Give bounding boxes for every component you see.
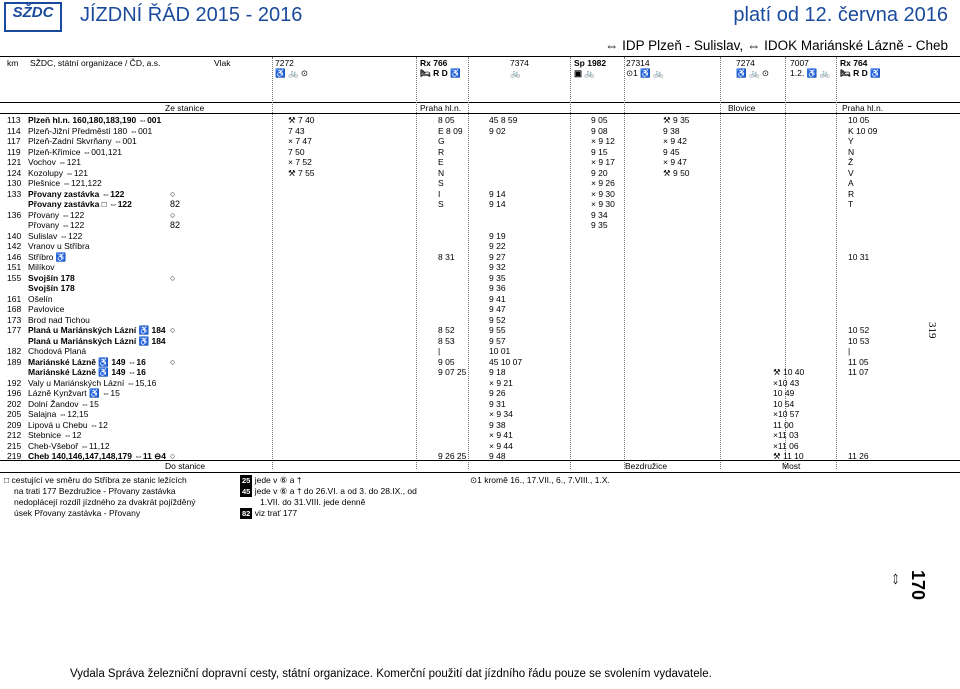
time-cell: × 9 34 (489, 409, 513, 419)
km-cell: 196 (7, 388, 22, 398)
table-row (0, 199, 900, 210)
time-cell: E 8 09 (438, 125, 463, 136)
time-cell: 10 05 (848, 115, 870, 125)
time-cell: × 9 47 (663, 157, 687, 167)
train-27314: 27314 ⊙1 ♿ 🚲 (626, 58, 664, 78)
station-cell: Přovany ⇔122 (28, 220, 85, 230)
time-cell: V (848, 167, 854, 178)
station-cell: Planá u Mariánských Lázní ♿ 184 (28, 325, 166, 335)
note-cell: ○ (170, 356, 176, 367)
time-cell: 9 35 (591, 220, 608, 230)
time-cell: ⚒ 10 40 (773, 367, 805, 377)
time-cell: R (438, 146, 445, 157)
table-row (0, 252, 900, 263)
time-cell: 9 05 (438, 356, 455, 367)
km-cell: 136 (7, 209, 22, 220)
table-top-rule (0, 113, 960, 114)
time-cell: 9 26 (489, 388, 506, 398)
notes-rule (0, 472, 960, 473)
station-cell: Svojšín 178 (28, 283, 75, 293)
time-cell: 9 52 (489, 314, 506, 325)
km-cell: 177 (7, 325, 22, 335)
station-cell: Svojšín 178 (28, 272, 75, 283)
note-left: □ cestující ve směru do Stříbra ze stanic ležících na trati 177 Bezdružice - Přovany zastávka nedoplácejí rozdíl jízdného za dvakrát pojížděný úsek Přovany zastávka - Přovany (4, 475, 196, 518)
time-cell: × 9 17 (591, 157, 615, 167)
km-cell: 215 (7, 440, 22, 451)
table-row (0, 420, 900, 431)
station-cell: Přovany zastávka ⇔122 (28, 188, 125, 199)
time-cell: 10 31 (848, 251, 870, 262)
note-middle: 25 jede v ⑥ a † 45 jede v ⑥ a † do 26.VI. a od 3. do 28.IX., od 1.VII. do 31.VIII. jede denně 82 viz trať 177 (242, 475, 417, 518)
time-cell: 7 43 (288, 125, 305, 136)
time-cell: 9 41 (489, 293, 506, 304)
time-cell: S (438, 178, 444, 188)
station-cell: Plzeň hl.n. 160,180,183,190 ⇔001 (28, 115, 162, 125)
station-cell: Plzeň-Jižní Předměstí 180 ⇔001 (28, 125, 153, 136)
time-cell: K 10 09 (848, 125, 878, 136)
time-cell: 9 34 (591, 209, 608, 220)
header-top-rule (0, 56, 960, 57)
station-cell: Milíkov (28, 262, 55, 272)
table-row (0, 304, 900, 315)
train-7272: 7272 ♿ 🚲 ⊙ (275, 58, 309, 78)
time-cell: T (848, 199, 854, 209)
km-cell: 151 (7, 262, 22, 272)
time-cell: 9 38 (489, 419, 506, 430)
time-cell: × 9 21 (489, 377, 513, 388)
time-cell: Ž (848, 157, 854, 167)
km-cell: 219 (7, 451, 22, 461)
time-cell: ⚒ 9 50 (663, 167, 690, 178)
from-7274: Blovice (728, 103, 756, 113)
to-station-label: Do stanice (165, 461, 206, 471)
time-cell: ×10 43 (773, 377, 800, 388)
header-mid-rule (0, 102, 960, 103)
station-cell: Lipová u Chebu ⇔12 (28, 419, 108, 430)
time-cell: 9 35 (489, 272, 506, 283)
station-cell: Lázně Kynžvart ♿ ⇔15 (28, 388, 120, 398)
note-cell: 82 (170, 199, 181, 209)
km-cell: 146 (7, 251, 22, 262)
station-cell: Sulislav ⇔122 (28, 230, 83, 241)
page-number: 319 (926, 322, 938, 339)
table-row (0, 147, 900, 158)
time-cell: × 7 47 (288, 136, 312, 146)
station-cell: Cheb-Všeboř ⇔11,12 (28, 440, 110, 451)
time-cell: | (848, 346, 851, 356)
station-cell: Planá u Mariánských Lázní ♿ 184 (28, 335, 166, 346)
time-cell: 9 08 (591, 125, 608, 136)
table-row (0, 115, 900, 126)
station-cell: Přovany zastávka □ ⇔122 (28, 199, 132, 209)
table-row (0, 399, 900, 410)
time-cell: A (848, 178, 854, 188)
train-7374: 7374 🚲 (510, 58, 529, 78)
station-cell: Dolní Žandov ⇔15 (28, 398, 99, 409)
time-cell: 8 05 (438, 115, 455, 125)
note-right: ⊙1 kromě 16., 17.VII., 6., 7.VIII., 1.X. (470, 475, 610, 485)
time-cell: Y (848, 136, 854, 146)
station-cell: Pavlovice (28, 304, 65, 314)
time-cell: 9 55 (489, 325, 506, 335)
km-cell: 142 (7, 241, 22, 251)
table-row (0, 262, 900, 273)
time-cell: 8 31 (438, 251, 455, 262)
time-cell: ⚒ 7 55 (288, 167, 315, 178)
note-cell: ○ (170, 325, 176, 335)
station-cell: Valy u Mariánských Lázní ⇔15,16 (28, 377, 157, 388)
table-row (0, 126, 900, 137)
station-cell: Ošelín (28, 293, 53, 304)
time-cell: 9 22 (489, 241, 506, 251)
time-cell: 10 52 (848, 325, 870, 335)
to-27314: Bezdružice (625, 461, 668, 471)
km-cell: 189 (7, 356, 22, 367)
time-cell: ×11 06 (773, 440, 799, 451)
time-cell: 9 19 (489, 230, 506, 241)
km-cell: 192 (7, 377, 22, 388)
table-row (0, 388, 900, 399)
time-cell: 9 20 (591, 167, 608, 178)
station-cell: Cheb 140,146,147,148,179 ⇔11 ⊖4 (28, 451, 167, 461)
km-cell: 209 (7, 419, 22, 430)
table-row (0, 336, 900, 347)
time-cell: 45 8 59 (489, 115, 518, 125)
szdc-logo: SŽDC (4, 2, 62, 32)
time-cell: 9 36 (489, 283, 506, 293)
table-row (0, 210, 900, 221)
time-cell: 9 47 (489, 304, 506, 314)
table-row (0, 241, 900, 252)
time-cell: × 9 12 (591, 136, 615, 146)
km-cell: 212 (7, 430, 22, 440)
station-cell: Přovany ⇔122 (28, 209, 85, 220)
km-cell: 130 (7, 178, 22, 188)
time-cell: 11 00 (773, 419, 794, 430)
time-cell: N (848, 146, 855, 157)
time-cell: × 9 41 (489, 430, 513, 440)
station-cell: Brod nad Tichou (28, 314, 90, 325)
operator-header: SŽDC, státní organizace / ČD, a.s. (30, 58, 161, 68)
page-title: JÍZDNÍ ŘÁD 2015 - 2016 (80, 4, 303, 26)
time-cell: × 9 30 (591, 199, 615, 209)
validity-date: platí od 12. června 2016 (733, 4, 948, 26)
to-7007: Most (782, 461, 801, 471)
time-cell: 9 18 (489, 367, 506, 377)
train-sp1982: Sp 1982 ▣ 🚲 (574, 58, 607, 78)
time-cell: × 9 26 (591, 178, 615, 188)
time-cell: × 9 30 (591, 188, 615, 199)
time-cell: 9 02 (489, 125, 506, 136)
station-cell: Plzeň-Křimice ⇔001,121 (28, 146, 123, 157)
km-cell: 114 (7, 125, 21, 136)
table-row (0, 315, 900, 326)
time-cell: 8 52 (438, 325, 455, 335)
station-cell: Stříbro ♿ (28, 251, 67, 262)
km-cell: 119 (7, 146, 21, 157)
train-rx766: Rx 766 🛏 R D ♿ (420, 58, 461, 78)
table-row (0, 168, 900, 179)
km-cell: 124 (7, 167, 22, 178)
table-row (0, 157, 900, 168)
time-cell: ⚒ 7 40 (288, 115, 315, 125)
time-cell: 9 15 (591, 146, 608, 157)
time-cell: 10 49 (773, 388, 795, 398)
table-row (0, 441, 900, 452)
time-cell: ⚒ 11 10 (773, 451, 804, 461)
time-cell: × 9 42 (663, 136, 687, 146)
km-cell: 168 (7, 304, 22, 314)
time-cell: 10 54 (773, 398, 795, 409)
time-cell: × 7 52 (288, 157, 312, 167)
km-cell: 133 (7, 188, 22, 199)
km-cell: 205 (7, 409, 22, 419)
station-cell: Salajna ⇔12,15 (28, 409, 89, 419)
train-7007: 7007 1.2. ♿ 🚲 (790, 58, 831, 78)
time-cell: 9 05 (591, 115, 608, 125)
note-cell: ○ (170, 209, 176, 220)
time-cell: N (438, 167, 445, 178)
km-cell: 113 (7, 115, 21, 125)
time-cell: 11 26 (848, 451, 869, 461)
time-cell: ×11 03 (773, 430, 799, 440)
station-cell: Mariánské Lázně ♿ 149 ⇔16 (28, 367, 146, 377)
time-cell: G (438, 136, 445, 146)
time-cell: 9 31 (489, 398, 506, 409)
time-cell: 45 10 07 (489, 356, 523, 367)
time-cell: × 9 44 (489, 440, 513, 451)
table-row (0, 294, 900, 305)
time-cell: S (438, 199, 444, 209)
station-cell: Chodová Planá (28, 346, 87, 356)
time-cell: ×10 57 (773, 409, 800, 419)
km-header: km (7, 58, 19, 68)
time-cell: 9 27 (489, 251, 506, 262)
table-row (0, 283, 900, 294)
time-cell: ⚒ 9 35 (663, 115, 690, 125)
table-row (0, 367, 900, 378)
station-cell: Vochov ⇔121 (28, 157, 81, 167)
km-cell: 140 (7, 230, 22, 241)
footer-text: Vydala Správa železniční dopravní cesty, státní organizace. Komerční použití dat jízdního řádu pouze se svolením vydavatele. (70, 668, 712, 680)
time-cell: 9 32 (489, 262, 506, 272)
table-bottom-rule (0, 460, 960, 461)
note-cell: 82 (170, 220, 181, 230)
note-cell: ○ (170, 272, 176, 283)
time-cell: 9 14 (489, 199, 506, 209)
time-cell: 9 57 (489, 335, 506, 346)
time-cell: 8 53 (438, 335, 455, 346)
station-cell: Vranov u Stříbra (28, 241, 90, 251)
time-cell: 9 45 (663, 146, 680, 157)
from-rx764: Praha hl.n. (842, 103, 884, 113)
note-cell: ○ (170, 451, 176, 461)
table-row (0, 220, 900, 231)
station-cell: Kozolupy ⇔121 (28, 167, 89, 178)
table-row (0, 189, 900, 200)
table-row (0, 409, 900, 420)
time-cell: 10 53 (848, 335, 870, 346)
time-cell: I (438, 188, 441, 199)
km-cell: 121 (7, 157, 22, 167)
table-row (0, 346, 900, 357)
time-cell: 10 01 (489, 346, 511, 356)
km-cell: 202 (7, 398, 22, 409)
km-cell: 182 (7, 346, 22, 356)
station-cell: Plzeň-Zadní Skvrňany ⇔001 (28, 136, 137, 146)
km-cell: 173 (7, 314, 22, 325)
time-cell: | (438, 346, 441, 356)
from-station-label: Ze stanice (165, 103, 205, 113)
km-cell: 117 (7, 136, 21, 146)
table-row (0, 357, 900, 368)
table-row (0, 178, 900, 189)
time-cell: 7 50 (288, 146, 305, 157)
table-row (0, 136, 900, 147)
time-cell: 9 07 25 (438, 367, 467, 377)
table-row (0, 273, 900, 284)
note-cell: ○ (170, 188, 176, 199)
train-7274: 7274 ♿ 🚲 ⊙ (736, 58, 770, 78)
time-cell: 11 05 (848, 356, 869, 367)
km-cell: 161 (7, 293, 22, 304)
time-cell: R (848, 188, 855, 199)
table-row (0, 378, 900, 389)
time-cell: 11 07 (848, 367, 869, 377)
time-cell: 9 38 (663, 125, 680, 136)
time-cell: 9 26 25 (438, 451, 467, 461)
train-label: Vlak (214, 58, 231, 68)
table-row (0, 430, 900, 441)
station-cell: Mariánské Lázně ♿ 149 ⇔16 (28, 356, 146, 367)
time-cell: 9 48 (489, 451, 506, 461)
table-number: 170 ⇔ (887, 570, 928, 601)
station-cell: Plešnice ⇔121,122 (28, 178, 102, 188)
from-rx766: Praha hl.n. (420, 103, 462, 113)
line-info: ⇔ IDP Plzeň - Sulislav, ⇔ IDOK Mariánské Lázně - Cheb (604, 38, 948, 53)
table-row (0, 231, 900, 242)
time-cell: 9 14 (489, 188, 506, 199)
train-rx764: Rx 764 🛏 R D ♿ (840, 58, 881, 78)
table-row (0, 325, 900, 336)
km-cell: 155 (7, 272, 22, 283)
time-cell: E (438, 157, 444, 167)
station-cell: Stebnice ⇔12 (28, 430, 82, 440)
